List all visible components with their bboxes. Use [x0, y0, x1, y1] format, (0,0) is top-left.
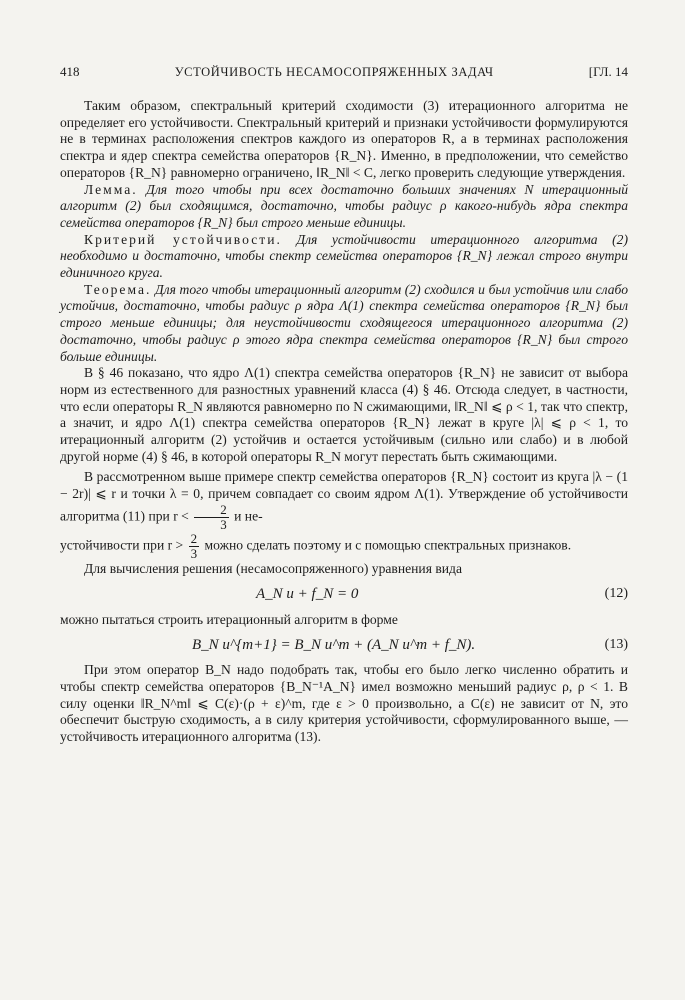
criterion-text: Для устойчивости итерационного алгоритма (2) необходимо и достаточно, чтобы спектр семейства операторов {R_N} лежал строго внутри единичного круга.: [60, 231, 628, 281]
equation-13: [60, 632, 628, 658]
example-text-c: устойчивости при r >: [60, 537, 184, 553]
paragraph-example: [60, 469, 628, 531]
paragraph-intro: Таким образом, спектральный критерий сходимости (3) итерационного алгоритма не определяет его устойчивости. Спектральный критерий и признаки устойчивости формулируются не в терминах расположения спектров каждого из операторов R, а в терминах расположения спектра и ядер спектра семейства операторов {R_N}. Именно, в предположении, что семейство операторов {R_N} равномерно ограничено, ‖R_N‖ < C, легко проверить следующие утверждения.: [60, 98, 628, 180]
paragraph-algorithm-form: можно пытаться строить итерационный алгоритм в форме: [60, 611, 398, 627]
stability-criterion: [60, 232, 628, 282]
fraction-numerator: 2: [190, 530, 198, 546]
criterion-heading: Критерий устойчивости.: [84, 231, 282, 247]
paragraph-solution: Для вычисления решения (несамосопряженного) уравнения вида: [84, 560, 463, 576]
page-body: [60, 98, 628, 746]
fraction-denominator: 3: [220, 516, 227, 532]
example-text-a: В рассмотренном выше примере спектр семейства операторов {R_N} состоит из круга |λ − (1 − 2r)| ⩽ r и точки λ = 0, причем совпадает со своим ядром Λ(1). Утверждение об устойчивости алгоритма (11) при r <: [60, 469, 628, 524]
equation-expression: A_N u + f_N = 0: [256, 586, 359, 603]
lemma-text: Для того чтобы при всех достаточно больших значениях N итерационный алгоритм (2) был сходящимся, достаточно, чтобы радиус ρ какого-нибудь ядра спектра семейства операторов {R_N} был строго меньше единицы.: [60, 181, 628, 230]
fraction-denominator: 3: [190, 545, 198, 561]
equation-number: (13): [604, 636, 628, 652]
equation-number: (12): [604, 586, 628, 602]
equation-expression: B_N u^{m+1} = B_N u^m + (A_N u^m + f_N).: [192, 636, 476, 653]
lemma-heading: Лемма.: [84, 181, 138, 197]
running-header: [60, 64, 628, 80]
fraction-two-thirds-second: [189, 532, 200, 561]
theorem: [60, 282, 628, 366]
theorem-text: Для того чтобы итерационный алгоритм (2) сходился и был устойчив или слабо устойчив, достаточно, чтобы радиус ρ ядра Λ(1) спектра семейства операторов {R_N} был строго меньше единицы; для неустойчивости сходящегося итерационного алгоритма (2) достаточно, чтобы радиус ρ этого ядра спектра семейства операторов {R_N} был строго больше единицы.: [60, 281, 629, 364]
paragraph-kernel: В § 46 показано, что ядро Λ(1) спектра семейства операторов {R_N} не зависит от выбора норм из естественного для разностных уравнений класса (4) § 46. Отсюда следует, в частности, что если операторы R_N являются равномерно по N сжимающими, ‖R_N‖ ⩽ ρ < 1, так что спектр, а значит, и ядро Λ(1) спектра семейства операторов {R_N} лежат в круге |λ| ⩽ ρ < 1, то итерационный алгоритм (2) устойчив и остается устойчивым (сильно или слабо) и в любой другой норме (4) § 46, в которой операторы R_N могут перестать быть сжимающими.: [60, 365, 628, 464]
chapter-label: [ГЛ. 14: [588, 64, 628, 79]
paragraph-example-continued: [60, 532, 628, 561]
example-text-b: и не-: [234, 508, 263, 524]
fraction-numerator: 2: [194, 503, 229, 518]
paragraph-conclusion: При этом оператор B_N надо подобрать так, чтобы его было легко численно обратить и чтобы спектр семейства операторов {B_N⁻¹A_N} имел возможно меньший радиус ρ, ρ < 1. В силу оценки ‖R_N^m‖ ⩽ C(ε)·(ρ + ε)^m, где ε > 0 произвольно, а C(ε) не зависит от N, это обеспечит быструю сходимость, а в силу критерия устойчивости, сформулированного выше, — устойчивость итерационного алгоритма (13).: [60, 662, 628, 745]
equation-12: [60, 582, 628, 608]
running-title: УСТОЙЧИВОСТЬ НЕСАМОСОПРЯЖЕННЫХ ЗАДАЧ: [174, 65, 494, 79]
page-number: 418: [60, 64, 80, 79]
fraction-two-thirds: [194, 503, 229, 532]
theorem-heading: Теорема.: [84, 281, 152, 297]
example-text-d: можно сделать поэтому и с помощью спектральных признаков.: [204, 537, 572, 553]
lemma: [60, 182, 628, 232]
